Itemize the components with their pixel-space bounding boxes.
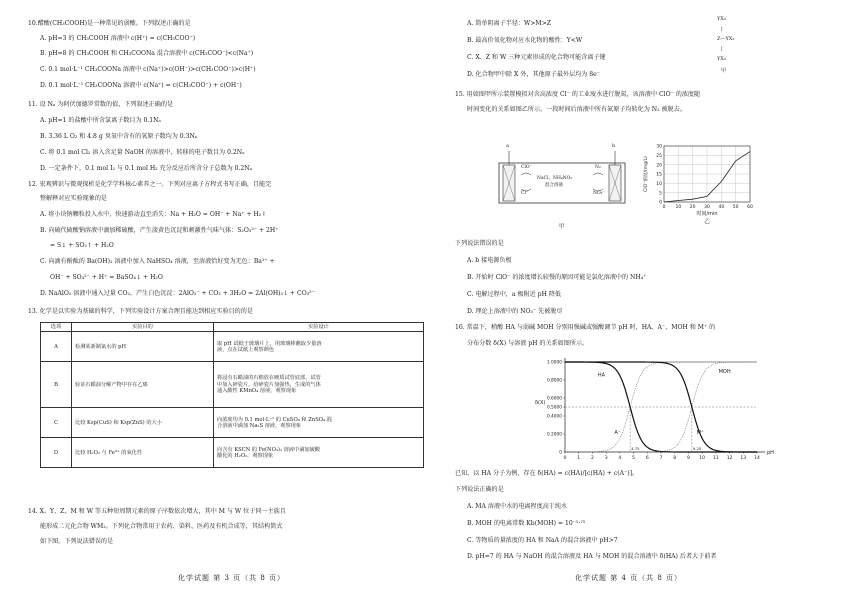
q12-option-c-line2: OH⁻ + SO₄²⁻ + H⁺ = BaSO₄↓ + H₂O bbox=[50, 274, 163, 281]
reaction-arrow bbox=[593, 173, 603, 175]
distribution-fraction-chart bbox=[525, 352, 775, 468]
x-tick-label: 12 bbox=[726, 456, 733, 461]
q14-option-a: A. 简单阴离子半径：W>M>Z bbox=[467, 20, 551, 27]
electrode-b-label: b bbox=[612, 143, 616, 149]
design-line: 将浸有石蜡油的石棉放在硬质试管底部，试管 bbox=[217, 375, 321, 382]
q12-option-a: A. 将小块钠颗粒投入水中，快速游动直至消失：Na + H₂O = OH⁻ + Na⁺ + H₂↑ bbox=[40, 211, 267, 218]
y-tick-label: 0.2000 bbox=[546, 432, 562, 438]
struct-bot: YX₃ bbox=[717, 56, 726, 62]
q15-option-d: D. 理论上溶液中的 NO₃⁻ 先被脱尽 bbox=[467, 308, 563, 315]
q15-stem-line1: 15. 用如图甲所示装置模拟对含高浓度 Cl⁻ 的工业废水进行脱氮，该溶液中 ClO⁻ 的浓度随 bbox=[455, 91, 701, 98]
q11-option-a: A. pH=1 的盐酸中所含氯离子数目为 0.1Nₐ bbox=[40, 117, 161, 124]
x-tick-label: 10 bbox=[699, 456, 706, 461]
table-cell-goal: 比较 H₂O₂ 与 Fe³⁺ 的氧化性 bbox=[72, 438, 214, 468]
table-cell-goal: 比较 Ksp(CuS) 和 Ksp(ZnS) 的大小 bbox=[72, 408, 214, 438]
x-tick-label: 30 bbox=[704, 205, 710, 210]
table-cell-design bbox=[214, 408, 424, 438]
design-line: 液，点在试纸上观察颜色 bbox=[217, 346, 275, 353]
q16-option-d: D. pH=7 的 HA 与 NaOH 的混合溶液及 HA 与 MOH 的混合溶液中 δ(HA) 后者大于前者 bbox=[467, 553, 717, 560]
q16-stem-line1: 16. 常温下，稍酸 HA 与弱碱 MOH 分别用强碱或强酸调节 pH 时，HA、A⁻、MOH 和 M⁺ 的 bbox=[455, 324, 716, 331]
q15-option-b: B. 开始时 ClO⁻ 的浓度增长较慢的原因可能是氯化溶液中的 NH₄⁺ bbox=[467, 274, 647, 281]
x-tick-label: 2 bbox=[590, 456, 594, 461]
q16-given: 已知，以 HA 分子为例，存在 δ(HA) = c(HA)/[c(HA) + c(A⁻)]。 bbox=[455, 470, 639, 477]
y-tick-label: 20 bbox=[656, 163, 662, 169]
y-tick-label: 0.4000 bbox=[546, 414, 562, 420]
design-line: 中加入碎瓷片，给碎瓷片加强热，生成的气体 bbox=[217, 381, 321, 388]
table-row bbox=[41, 438, 424, 468]
y-tick-label: 5 bbox=[659, 191, 662, 197]
q14-stem-line2: 能形成二元化合物 WM₂。下列化合物常用于农药、染料、医药及有机合成等，其结构简式 bbox=[40, 523, 283, 530]
table-row bbox=[41, 408, 424, 438]
solution-label-1: NaCl、NH₄NO₃ bbox=[537, 176, 573, 181]
clo-concentration-chart bbox=[640, 140, 755, 230]
q13-stem: 13. 化学是以实验为基础的科学，下列实验设计方案合理且能达到相应实验目的的是 bbox=[28, 308, 253, 315]
page-4-column bbox=[455, 0, 840, 596]
page-3-footer: 化学试题 第 3 页（共 8 页） bbox=[178, 574, 286, 582]
x-axis-label: pH bbox=[767, 450, 774, 456]
series-label-ha: HA bbox=[597, 372, 606, 379]
q15-option-a: A. b 接电源负极 bbox=[467, 257, 512, 264]
q11-option-b: B. 3.36 L O₂ 和 4.8 g 臭氧中含有的氧原子数均为 0.3Nₐ bbox=[40, 133, 198, 140]
x-tick-label: 20 bbox=[689, 205, 696, 210]
x-tick-label: 60 bbox=[747, 205, 753, 210]
chart-label: 乙 bbox=[704, 219, 710, 225]
no3-label: NO₃⁻ bbox=[593, 191, 605, 196]
q11-option-d: D. 一定条件下，0.1 mol I₂ 与 0.1 mol H₂ 充分反应后所含分子总数为 0.2Nₐ bbox=[40, 165, 252, 172]
q16-option-b: B. MOH 的电离常数 Kb(MOH) = 10⁻⁵·⁷⁵ bbox=[467, 520, 586, 527]
pkm-annotation: 9.25 bbox=[692, 446, 702, 451]
table-row bbox=[41, 332, 424, 362]
reaction-arrow bbox=[521, 173, 531, 175]
y-tick-label: 30 bbox=[656, 144, 662, 150]
q13-table bbox=[40, 322, 424, 468]
q10-option-d: D. 0.1 mol·L⁻¹ CH₃COONa 溶液中 c(Na⁺) = c(CH₃COO⁻) + c(OH⁻) bbox=[40, 82, 242, 89]
q12-stem-line1: 12. 宏观辨识与微观探析是化学学科核心素养之一。下列对应离子方程式书写正确，且能完 bbox=[28, 181, 272, 188]
struct-bond-bot: | bbox=[721, 46, 723, 52]
x-axis-label: 时间/min bbox=[696, 211, 718, 217]
x-tick-label: 4 bbox=[618, 456, 622, 461]
struct-top: YX₃ bbox=[717, 16, 726, 22]
table-cell-goal: 验证石蜡油分解产物中存在乙烯 bbox=[72, 362, 214, 408]
q14-option-c: C. X、Z 和 W 三种元素形成的化合物可能含离子键 bbox=[467, 54, 606, 61]
design-line: 向含有 KSCN 的 Fe(NO₃)₂ 溶液中滴加硫酸 bbox=[217, 446, 320, 453]
table-cell-design bbox=[214, 438, 424, 468]
x-tick-label: 50 bbox=[732, 205, 739, 210]
q16-question: 下列说法正确的是 bbox=[455, 486, 504, 493]
table-header-option: 选项 bbox=[41, 323, 72, 332]
y-tick-label: 0 bbox=[659, 200, 662, 206]
q12-option-b-line2: = S↓ + SO₂↑ + H₂O bbox=[50, 242, 114, 249]
solution-label-2: 混合溶液 bbox=[545, 183, 563, 188]
q12-option-b-line1: B. 向硫代硫酸钠溶液中滴加稀硫酸，产生淡黄色沉淀和刺激性气味气体：S₂O₃²⁻ + 2H⁺ bbox=[40, 227, 279, 234]
x-tick-label: 9 bbox=[686, 456, 690, 461]
y-axis-label: ClO⁻浓度/(mg/L) bbox=[644, 156, 649, 192]
y-tick-label: 0.5000 bbox=[546, 405, 562, 411]
q14-option-d: D. 化合物甲中除 X 外，其他原子最外层均为 8e⁻ bbox=[467, 71, 600, 78]
cl-label: Cl⁻ bbox=[521, 191, 529, 196]
n2-label: N₂ bbox=[595, 165, 601, 170]
q12-option-c-line1: C. 向滴有酚酞的 Ba(OH)₂ 溶液中加入 NaHSO₄ 溶液，至溶液恰好变为无色：Ba²⁺ + bbox=[40, 258, 275, 265]
design-line: 向浓度均为 0.1 mol·L⁻¹ 的 CuSO₄ 和 ZnSO₄ 混 bbox=[217, 416, 332, 423]
x-tick-label: 13 bbox=[740, 456, 747, 461]
pka-annotation: 4.75 bbox=[631, 446, 640, 451]
x-tick-label: 3 bbox=[604, 456, 608, 461]
page-3-column bbox=[28, 0, 433, 596]
distribution-chart-svg bbox=[525, 352, 775, 468]
design-line: 通入酸性 KMnO₄ 溶液，观察现象 bbox=[217, 387, 297, 394]
q10-stem: 10.醋酸(CH₃COOH)是一种常见的弱酸。下列叙述正确的是 bbox=[28, 20, 191, 27]
y-tick-label: 15 bbox=[656, 172, 662, 178]
clo-chart-svg bbox=[640, 140, 755, 230]
table-row bbox=[41, 362, 424, 408]
table-header-row bbox=[41, 323, 424, 332]
table-cell-design bbox=[214, 332, 424, 362]
q10-option-c: C. 0.1 mol·L⁻¹ CH₃COONa 溶液中 c(Na⁺)>c(OH⁻)>c(CH₃COO⁻)>c(H⁺) bbox=[40, 66, 256, 73]
series-label-moh: MOH bbox=[718, 368, 731, 375]
struct-label: 甲 bbox=[721, 68, 727, 74]
q15-after: 下列说法错误的是 bbox=[455, 240, 504, 247]
page-4-footer: 化学试题 第 4 页（共 8 页） bbox=[575, 574, 683, 582]
design-line: 取 pH 试纸于玻璃片上，用玻璃棒蘸取少量溶 bbox=[217, 340, 322, 347]
table-cell-goal: 检测某新制氯水的 pH bbox=[72, 332, 214, 362]
q15-stem-line2: 时间变化的关系如图乙所示。一段时间后溶液中所有氮原子均转化为 N₂ 被脱去。 bbox=[467, 106, 686, 113]
y-tick-label: 0.6000 bbox=[546, 396, 562, 402]
y-tick-label: 25 bbox=[656, 153, 662, 159]
series-label-a-minus: A⁻ bbox=[614, 430, 621, 436]
x-tick-label: 0 bbox=[563, 456, 567, 461]
table-cell-option: A bbox=[41, 332, 72, 362]
y-tick-label: 0 bbox=[559, 450, 562, 456]
table-cell-option: D bbox=[41, 438, 72, 468]
clo-label: ClO⁻ bbox=[521, 165, 532, 170]
q11-stem: 11. 设 Nₐ 为阿伏加德罗常数的值，下列叙述正确的是 bbox=[28, 101, 174, 108]
q16-option-c: C. 等物质的量浓度的 HA 和 NaA 的混合溶液中 pH>7 bbox=[467, 537, 618, 544]
q16-option-a: A. MA 溶液中水的电离程度高于纯水 bbox=[467, 503, 568, 510]
y-tick-label: 0.8000 bbox=[546, 378, 562, 384]
electrode-a-label: a bbox=[506, 143, 509, 149]
electrolysis-cell-diagram bbox=[493, 143, 631, 205]
x-tick-label: 11 bbox=[712, 456, 719, 461]
x-tick-label: 7 bbox=[659, 456, 663, 461]
q14-stem-line3: 如下图。下列说法错误的是 bbox=[40, 538, 114, 545]
x-tick-label: 14 bbox=[754, 456, 760, 461]
design-line: 酸化的 H₂O₂，观察现象 bbox=[217, 452, 274, 459]
table-cell-design bbox=[214, 362, 424, 408]
design-line: 合溶液中滴加 Na₂S 溶液，观察现象 bbox=[217, 422, 302, 429]
y-tick-label: 10 bbox=[656, 181, 662, 187]
cell-figure-label: 甲 bbox=[559, 224, 565, 230]
q16-stem-line2: 分布分数 δ(X) 与溶液 pH 的关系如图所示。 bbox=[467, 340, 589, 347]
x-tick-label: 6 bbox=[645, 456, 649, 461]
struct-bond-top: | bbox=[721, 26, 723, 32]
q12-stem-line2: 整解释对应实验现象的是 bbox=[40, 195, 108, 202]
table-cell-option: C bbox=[41, 408, 72, 438]
q11-option-c: C. 将 0.1 mol Cl₂ 溶入含足量 NaOH 的溶液中，转移的电子数目为 0.2Nₐ bbox=[40, 149, 245, 156]
table-header-goal: 实验目的 bbox=[72, 323, 214, 332]
x-tick-label: 10 bbox=[675, 205, 682, 210]
x-tick-label: 5 bbox=[632, 456, 636, 461]
struct-mid: Z—YX₃ bbox=[717, 36, 735, 42]
q10-option-b: B. pH=8 的 CH₃COOH 和 CH₃COONa 混合溶液中 c(CH₃COO⁻)<c(Na⁺) bbox=[40, 50, 254, 57]
y-axis-label: δ(X) bbox=[535, 400, 546, 406]
q12-option-d: D. NaAlO₂ 溶液中通入过量 CO₂，产生白色沉淀：2AlO₂⁻ + CO₂ + 3H₂O = 2Al(OH)₃↓ + CO₃²⁻ bbox=[40, 290, 315, 297]
table-cell-option: B bbox=[41, 362, 72, 408]
series-label-m-plus: M⁺ bbox=[696, 430, 704, 436]
q10-option-a: A. pH=3 的 CH₃COOH 溶液中 c(H⁺) = c(CH₃COO⁻) bbox=[40, 35, 196, 42]
q15-option-c: C. 电解过程中，a 极附近 pH 降低 bbox=[467, 291, 562, 298]
q14-stem-line1: 14. X、Y、Z、M 和 W 等五种短周期元素的原子序数依次增大，其中 M 与 W 位于同一主族且 bbox=[28, 508, 286, 515]
table-header-design: 实验设计 bbox=[214, 323, 424, 332]
x-tick-label: 1 bbox=[577, 456, 581, 461]
q14-option-b: B. 最高价氧化物对应水化物的酸性：Y<W bbox=[467, 37, 583, 44]
x-tick-label: 0 bbox=[662, 205, 666, 210]
y-tick-label: 1.0000 bbox=[546, 360, 562, 366]
x-tick-label: 40 bbox=[718, 205, 725, 210]
x-tick-label: 8 bbox=[673, 456, 677, 461]
